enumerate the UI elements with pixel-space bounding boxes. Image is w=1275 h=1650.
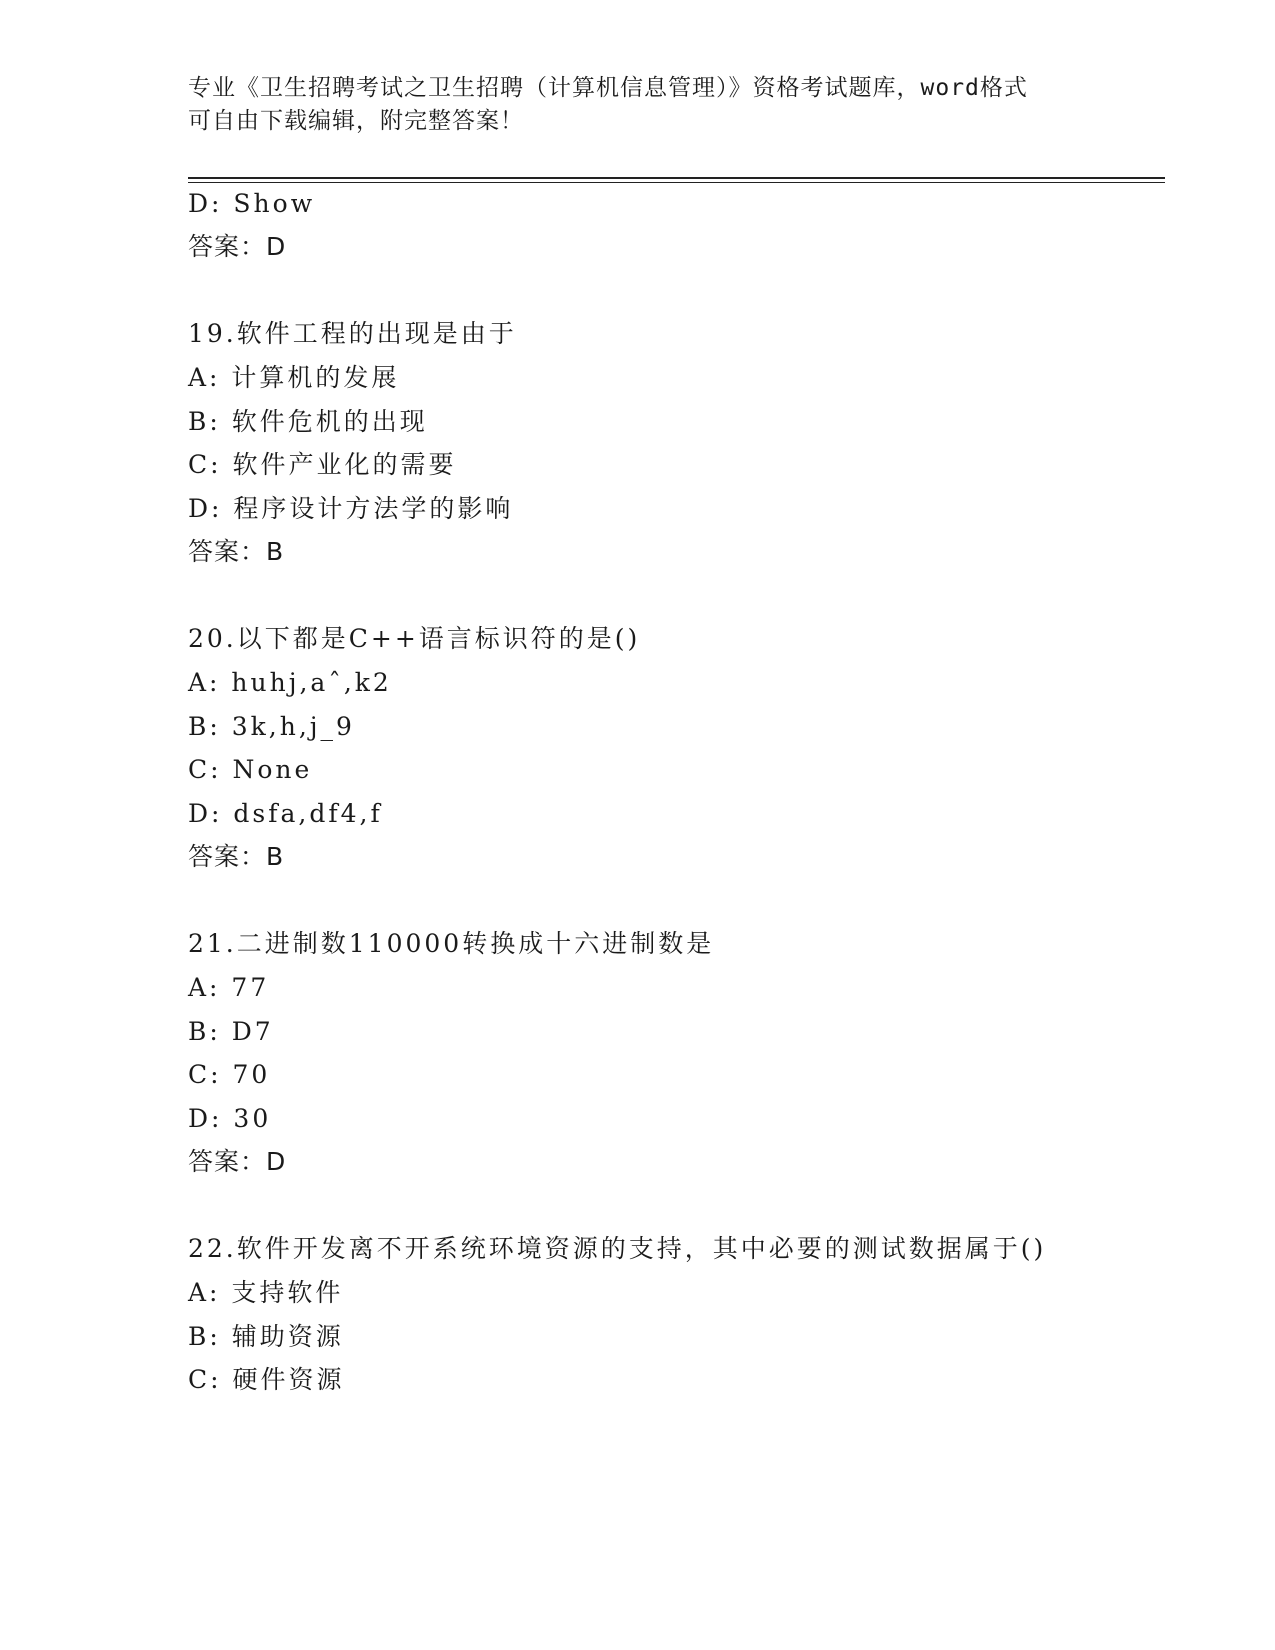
question-21-option-d: D: 30 [188, 1104, 272, 1133]
prev-answer: 答案：D [188, 232, 287, 261]
header-divider-thin [188, 182, 1165, 183]
header-line-2: 可自由下载编辑，附完整答案！ [188, 108, 524, 134]
question-22-option-c: C: 硬件资源 [188, 1365, 345, 1394]
question-19-option-c: C: 软件产业化的需要 [188, 450, 457, 479]
question-19-stem: 19.软件工程的出现是由于 [188, 319, 517, 348]
question-20-stem: 20.以下都是C++语言标识符的是() [188, 624, 641, 653]
question-21-option-a: A: 77 [188, 973, 270, 1002]
question-21-answer: 答案：D [188, 1147, 287, 1176]
document-header [188, 72, 1068, 138]
question-22-option-a: A: 支持软件 [188, 1278, 344, 1307]
question-20-option-b: B: 3k,h,j_9 [188, 712, 355, 741]
question-20-option-c: C: None [188, 755, 313, 784]
prev-option-d: D: Show [188, 189, 316, 218]
header-divider-thick [188, 177, 1165, 179]
question-21-stem: 21.二进制数110000转换成十六进制数是 [188, 929, 715, 958]
question-19-option-a: A: 计算机的发展 [188, 363, 400, 392]
question-19-option-b: B: 软件危机的出现 [188, 407, 428, 436]
question-19-answer: 答案：B [188, 537, 285, 566]
question-21-option-b: B: D7 [188, 1017, 274, 1046]
question-20-answer: 答案：B [188, 842, 285, 871]
header-line-1: 专业《卫生招聘考试之卫生招聘（计算机信息管理）》资格考试题库，word格式 [188, 75, 1028, 101]
question-22-stem: 22.软件开发离不开系统环境资源的支持，其中必要的测试数据属于() [188, 1234, 1047, 1263]
question-20-option-d: D: dsfa,df4,f [188, 799, 383, 828]
question-22-option-b: B: 辅助资源 [188, 1322, 344, 1351]
question-20-option-a: A: huhj,aˆ,k2 [188, 668, 392, 697]
question-19-option-d: D: 程序设计方法学的影响 [188, 494, 514, 523]
question-21-option-c: C: 70 [188, 1060, 271, 1089]
